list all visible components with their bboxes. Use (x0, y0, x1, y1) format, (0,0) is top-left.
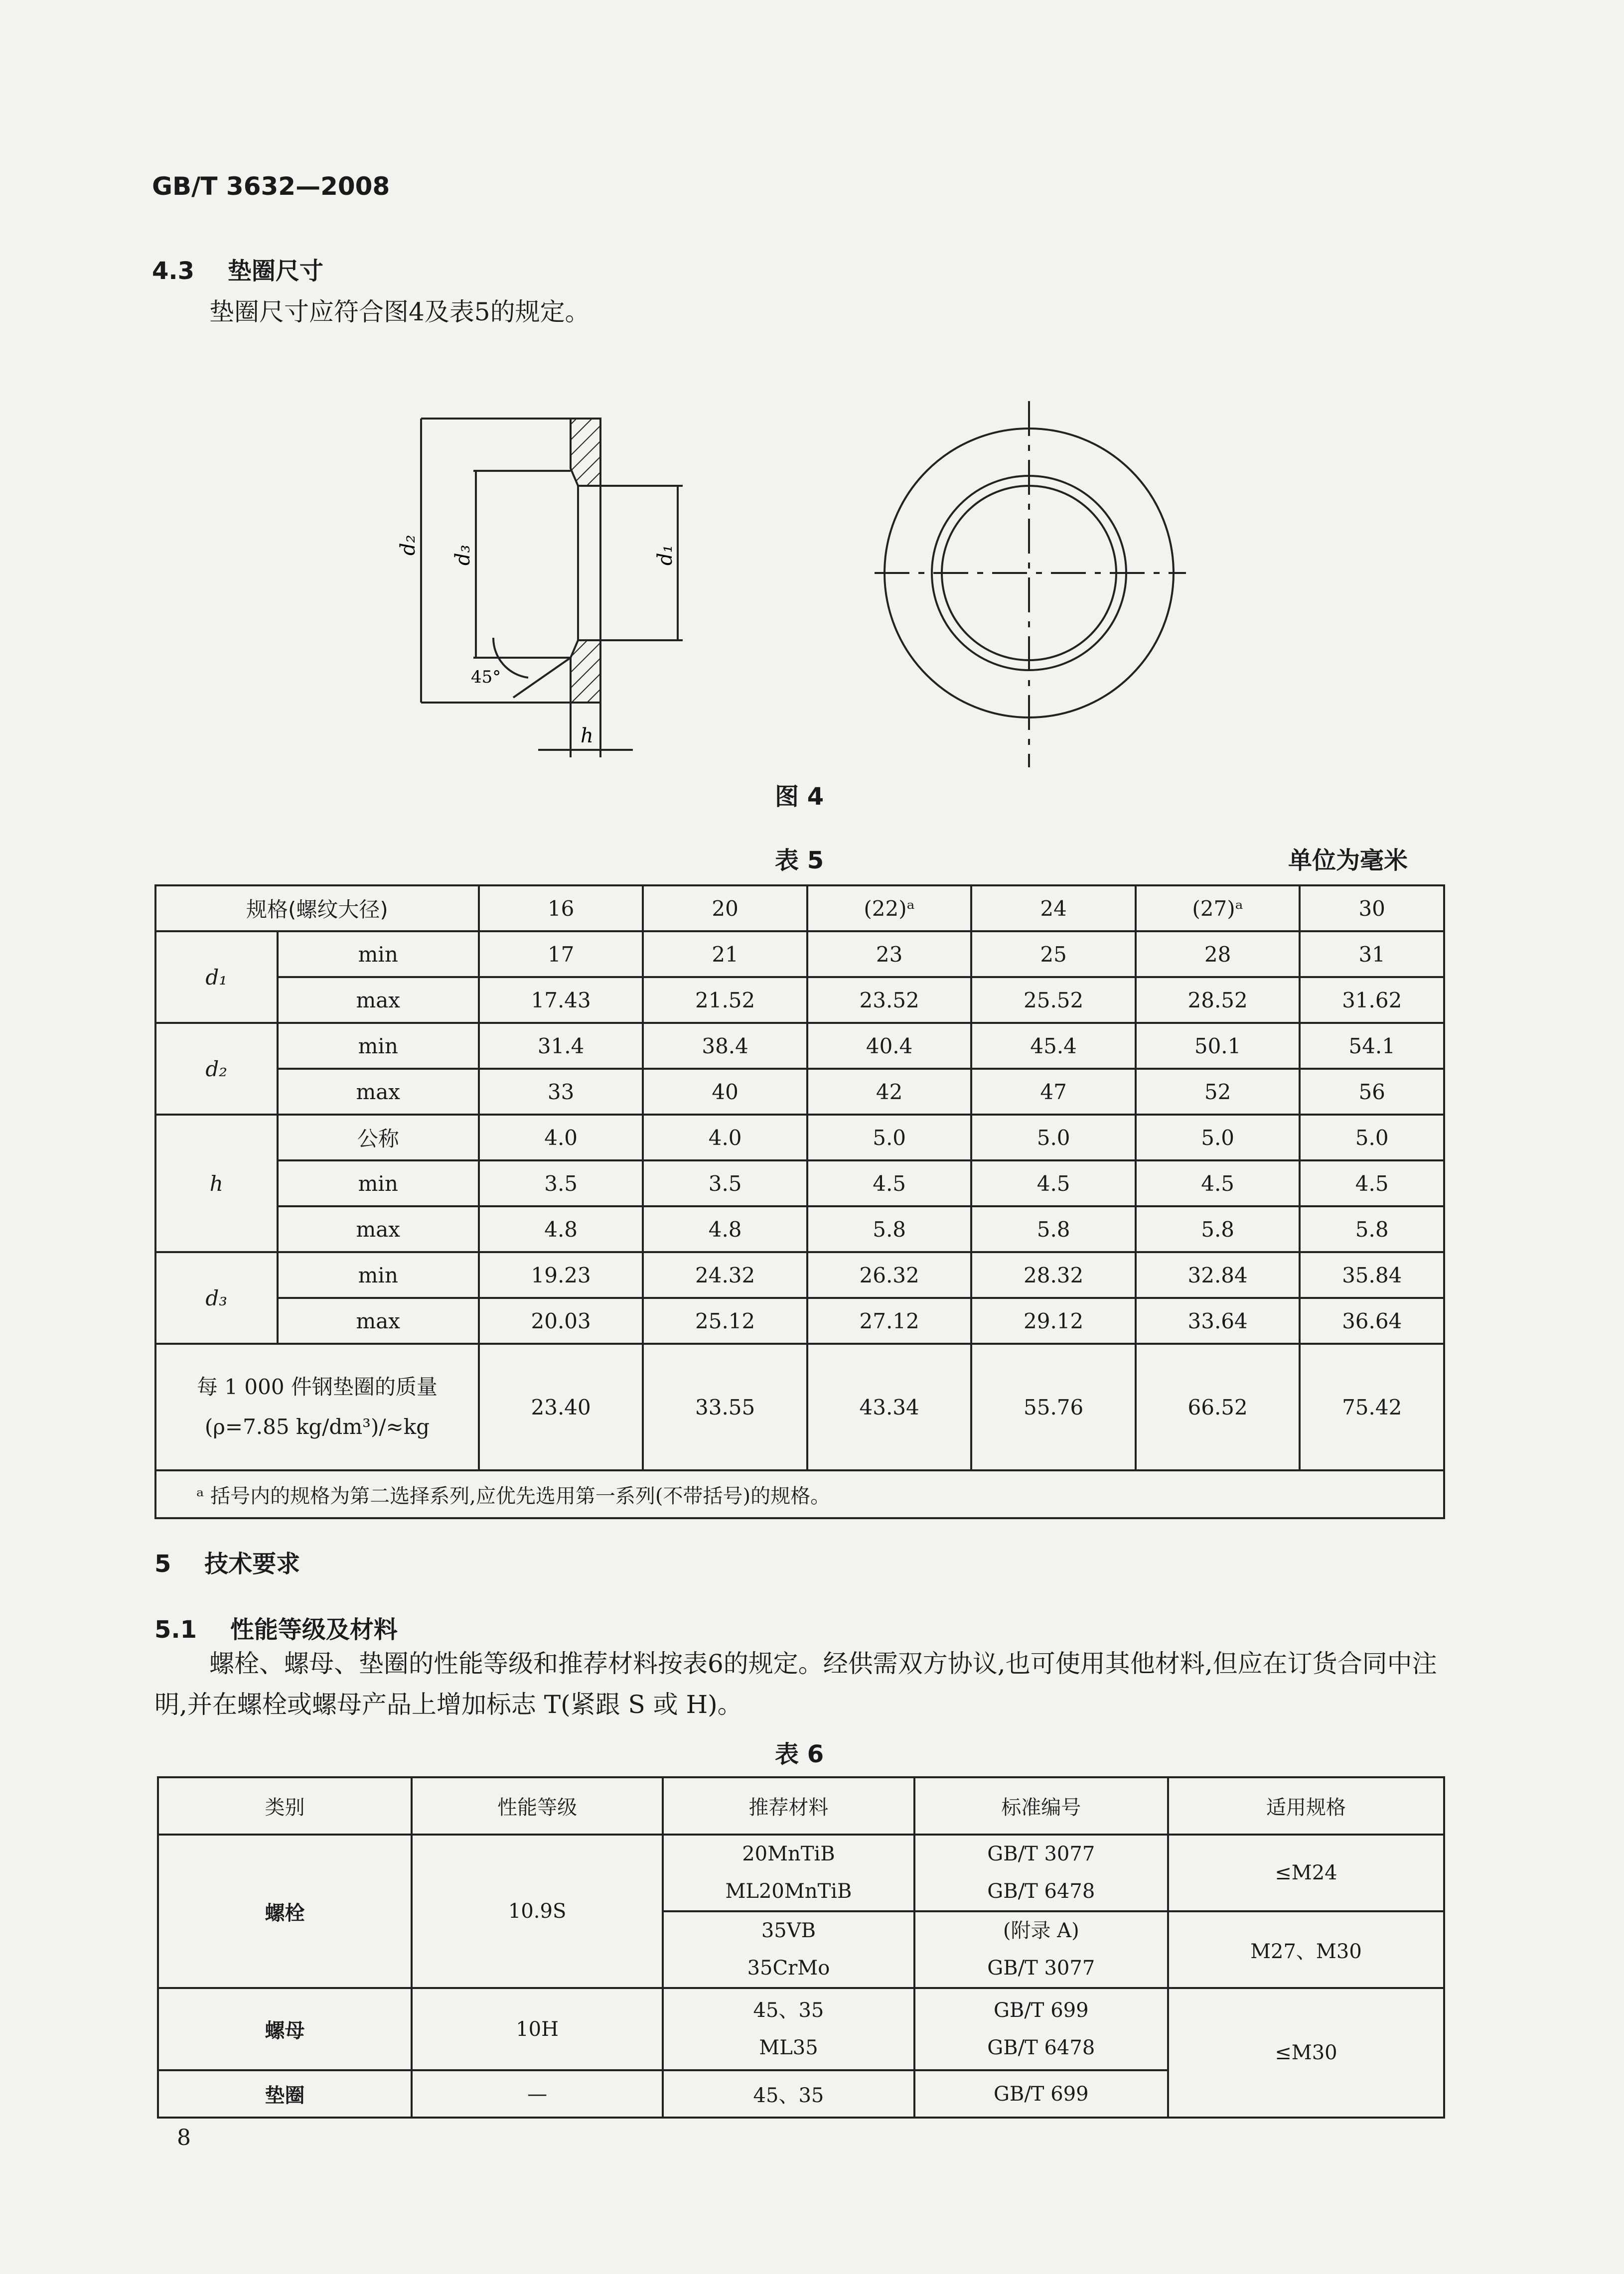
table-cell: 36.64 (1300, 1298, 1444, 1344)
table-cell: 32.84 (1136, 1252, 1300, 1298)
materials-cell (663, 1835, 914, 1911)
table-cell: 5.8 (1300, 1206, 1444, 1252)
table-cell: 28.32 (971, 1252, 1136, 1298)
table-cell: 45.4 (971, 1023, 1136, 1069)
table-cell: 50.1 (1136, 1023, 1300, 1069)
figure-4-drawing (389, 389, 1276, 787)
material-item: 45、35 (753, 1998, 824, 2022)
row-label: max (278, 977, 479, 1023)
section-title: 性能等级及材料 (230, 1616, 398, 1644)
table-5-unit: 单位为毫米 (1288, 847, 1408, 874)
grade-cell: 10H (412, 1988, 663, 2070)
section-number: 4.3 (152, 257, 195, 285)
grade-cell: — (412, 2070, 663, 2118)
table-cell: 23 (807, 931, 972, 977)
row-label: max (278, 1069, 479, 1115)
table-cell: 54.1 (1300, 1023, 1444, 1069)
standard-item: GB/T 3077 (987, 1843, 1095, 1865)
row-label: max (278, 1298, 479, 1344)
table-header-cell: 16 (479, 885, 643, 931)
section-5-heading (154, 1545, 300, 1579)
table-cell: 21.52 (643, 977, 807, 1023)
d3-label: d₃ (451, 545, 474, 566)
table-cell: 4.8 (479, 1206, 643, 1252)
table-header-cell: 规格(螺纹大径) (155, 885, 479, 931)
table-header-cell: (22)ᵃ (807, 885, 972, 931)
table-row (155, 885, 1444, 931)
section-5-1-text: 螺栓、螺母、垫圈的性能等级和推荐材料按表6的规定。经供需双方协议,也可使用其他材料,但应在订货合同中注明,并在螺栓或螺母产品上增加标志 T(紧跟 S 或 H)。 (154, 1649, 1437, 1719)
table-cell: 29.12 (971, 1298, 1136, 1344)
table-cell: 4.5 (971, 1160, 1136, 1206)
section-5-1-heading (154, 1610, 398, 1645)
row-group-label: h (155, 1115, 278, 1252)
table-cell: 4.0 (479, 1115, 643, 1160)
standards-cell (914, 1988, 1168, 2070)
standards-cell: GB/T 699 (914, 2070, 1168, 2118)
table-row (158, 1777, 1444, 1835)
standards-cell (914, 1911, 1168, 1988)
material-item: 20MnTiB (742, 1843, 835, 1865)
table-cell: 19.23 (479, 1252, 643, 1298)
table-cell: 5.8 (1136, 1206, 1300, 1252)
standard-number: GB/T 3632—2008 (152, 172, 390, 201)
table-header-cell: 推荐材料 (663, 1777, 914, 1835)
material-item: 35CrMo (747, 1957, 830, 1980)
row-group-label: d₁ (155, 931, 278, 1023)
grade-cell: 10.9S (412, 1835, 663, 1988)
row-label: 公称 (278, 1115, 479, 1160)
table-6-caption: 表 6 (775, 1740, 824, 1768)
table-cell: 66.52 (1136, 1344, 1300, 1470)
table-6 (157, 1776, 1445, 2119)
table-cell: 33.64 (1136, 1298, 1300, 1344)
category-cell: 垫圈 (158, 2070, 412, 2118)
table-row (155, 1298, 1444, 1344)
table-cell: 4.5 (807, 1160, 972, 1206)
table-cell: 24.32 (643, 1252, 807, 1298)
mass-label-line1: 每 1 000 件钢垫圈的质量 (196, 1375, 438, 1399)
row-label: max (278, 1206, 479, 1252)
table-row (155, 1470, 1444, 1518)
material-item: 35VB (761, 1919, 816, 1942)
table-cell: 17.43 (479, 977, 643, 1023)
table-cell: 27.12 (807, 1298, 972, 1344)
section-number: 5.1 (154, 1616, 197, 1644)
table-cell: 5.8 (807, 1206, 972, 1252)
table-row (155, 977, 1444, 1023)
page-number: 8 (177, 2125, 191, 2150)
row-label: min (278, 931, 479, 977)
table-cell: 28 (1136, 931, 1300, 977)
spec-cell: ≤M30 (1168, 1988, 1444, 2118)
standard-item: (附录 A) (1003, 1919, 1079, 1942)
table-cell: 33 (479, 1069, 643, 1115)
table-cell: 28.52 (1136, 977, 1300, 1023)
table-row (155, 1252, 1444, 1298)
mass-label-cell (155, 1344, 479, 1470)
table-cell: 52 (1136, 1069, 1300, 1115)
standard-item: GB/T 6478 (987, 1880, 1095, 1903)
table-cell: 42 (807, 1069, 972, 1115)
washer-plan-view (875, 401, 1186, 767)
table-header-cell: 性能等级 (412, 1777, 663, 1835)
table-row (155, 931, 1444, 977)
table-5 (154, 884, 1445, 1519)
table-cell: 5.0 (1136, 1115, 1300, 1160)
table-row (155, 1023, 1444, 1069)
table-cell: 75.42 (1300, 1344, 1444, 1470)
table-cell: 31.4 (479, 1023, 643, 1069)
table-cell: 5.8 (971, 1206, 1136, 1252)
material-item: ML20MnTiB (725, 1880, 852, 1903)
d1-label: d₁ (654, 545, 677, 566)
table-cell: 38.4 (643, 1023, 807, 1069)
table-cell: 25.12 (643, 1298, 807, 1344)
table-cell: 31 (1300, 931, 1444, 977)
table-row (155, 1069, 1444, 1115)
table-cell: 31.62 (1300, 977, 1444, 1023)
table-cell: 4.5 (1136, 1160, 1300, 1206)
table-header-cell: 标准编号 (914, 1777, 1168, 1835)
table-cell: 17 (479, 931, 643, 977)
materials-cell: 45、35 (663, 2070, 914, 2118)
row-label: min (278, 1160, 479, 1206)
table-row (158, 1988, 1444, 2070)
table-header-cell: 24 (971, 885, 1136, 931)
table-row (155, 1206, 1444, 1252)
row-group-label: d₃ (155, 1252, 278, 1344)
table-cell: 3.5 (643, 1160, 807, 1206)
section-4-3-text: 垫圈尺寸应符合图4及表5的规定。 (209, 297, 590, 326)
section-number: 5 (154, 1550, 171, 1578)
h-label: h (581, 724, 593, 747)
table-row (158, 1835, 1444, 1911)
materials-cell (663, 1911, 914, 1988)
table-cell: 25 (971, 931, 1136, 977)
table-cell: 47 (971, 1069, 1136, 1115)
mass-label-line2: (ρ=7.85 kg/dm³)/≈kg (204, 1415, 430, 1439)
table-cell: 3.5 (479, 1160, 643, 1206)
table-header-cell: 适用规格 (1168, 1777, 1444, 1835)
table-header-cell: (27)ᵃ (1136, 885, 1300, 931)
row-group-label: d₂ (155, 1023, 278, 1115)
table-row (155, 1160, 1444, 1206)
figure-4-caption: 图 4 (775, 783, 824, 811)
table-cell: 4.8 (643, 1206, 807, 1252)
table-cell: 5.0 (1300, 1115, 1444, 1160)
table-cell: 56 (1300, 1069, 1444, 1115)
table-cell: 20.03 (479, 1298, 643, 1344)
table-row (155, 1115, 1444, 1160)
row-label: min (278, 1252, 479, 1298)
table-cell: 4.0 (643, 1115, 807, 1160)
table-cell: 43.34 (807, 1344, 972, 1470)
materials-cell (663, 1988, 914, 2070)
table-header-cell: 30 (1300, 885, 1444, 931)
standards-cell (914, 1835, 1168, 1911)
section-4-3-heading (152, 252, 323, 286)
d2-label: d₂ (397, 535, 420, 556)
table-cell: 4.5 (1300, 1160, 1444, 1206)
standard-item: GB/T 3077 (987, 1957, 1095, 1980)
table-cell: 23.40 (479, 1344, 643, 1470)
category-cell: 螺栓 (158, 1835, 412, 1988)
table-cell: 21 (643, 931, 807, 977)
standard-item: GB/T 6478 (987, 2036, 1095, 2059)
section-title: 技术要求 (204, 1550, 300, 1578)
standard-item: GB/T 699 (993, 1998, 1089, 2022)
washer-section-view (421, 419, 683, 757)
table-header-cell: 类别 (158, 1777, 412, 1835)
spec-cell: ≤M24 (1168, 1835, 1444, 1911)
category-cell: 螺母 (158, 1988, 412, 2070)
table-cell: 55.76 (971, 1344, 1136, 1470)
table-row (155, 1344, 1444, 1470)
table-cell: 5.0 (807, 1115, 972, 1160)
spec-cell: M27、M30 (1168, 1911, 1444, 1988)
table-cell: 25.52 (971, 977, 1136, 1023)
row-label: min (278, 1023, 479, 1069)
table-cell: 35.84 (1300, 1252, 1444, 1298)
table-5-footnote: ᵃ 括号内的规格为第二选择系列,应优先选用第一系列(不带括号)的规格。 (155, 1470, 1444, 1518)
angle-label: 45° (471, 667, 501, 687)
table-cell: 33.55 (643, 1344, 807, 1470)
material-item: ML35 (759, 2036, 818, 2059)
section-title: 垫圈尺寸 (227, 257, 323, 285)
table-cell: 5.0 (971, 1115, 1136, 1160)
table-header-cell: 20 (643, 885, 807, 931)
table-cell: 40.4 (807, 1023, 972, 1069)
table-cell: 23.52 (807, 977, 972, 1023)
table-cell: 40 (643, 1069, 807, 1115)
table-cell: 26.32 (807, 1252, 972, 1298)
table-5-caption: 表 5 (775, 847, 824, 874)
